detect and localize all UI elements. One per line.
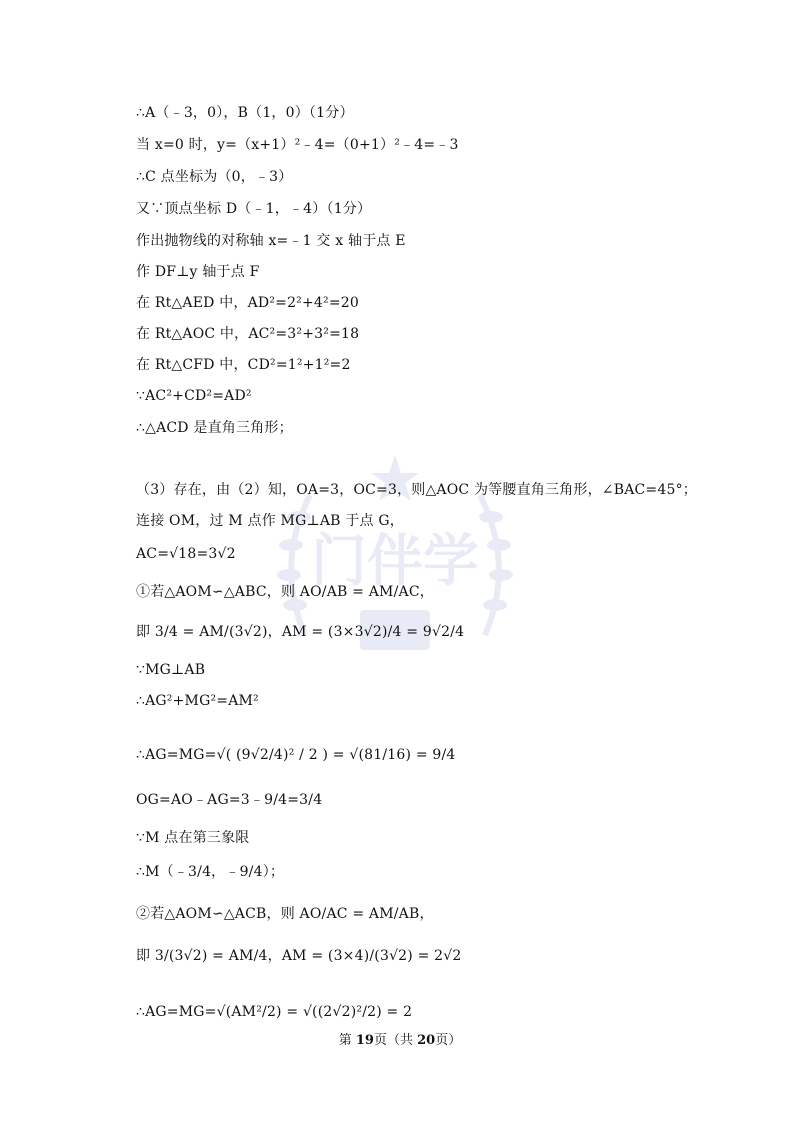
text-line: ∵M 点在第三象限 <box>136 830 250 846</box>
text-line: 作出抛物线的对称轴 x=﹣1 交 x 轴于点 E <box>136 233 406 249</box>
footer-middle: 页（共 <box>373 1033 418 1048</box>
text-line: ∴AG²+MG²=AM² <box>136 693 259 709</box>
text-line: 即 3/4 = AM/(3√2)，AM = (3×3√2)/4 = 9√2/4 <box>136 624 465 640</box>
text-line: ∴C 点坐标为（0，﹣3） <box>136 169 293 185</box>
text-line: 在 Rt△AOC 中，AC²=3²+3²=18 <box>136 326 360 342</box>
text-line: 即 3/(3√2) = AM/4，AM = (3×4)/(3√2) = 2√2 <box>136 948 462 964</box>
text-line: ∵MG⊥AB <box>136 662 206 678</box>
page-total: 20 <box>417 1033 436 1048</box>
laurel-right-icon <box>480 495 499 635</box>
svg-text:门伴学: 门伴学 <box>311 529 479 594</box>
page-footer <box>0 1032 800 1050</box>
text-line: 当 x=0 时，y=（x+1）²﹣4=（0+1）²﹣4=﹣3 <box>136 137 459 153</box>
footer-prefix: 第 <box>338 1033 356 1048</box>
text-line: 又∵顶点坐标 D（﹣1，﹣4）（1分） <box>136 201 372 217</box>
page-number: 19 <box>355 1033 374 1048</box>
text-line: ∴△ACD 是直角三角形； <box>136 420 293 436</box>
text-line: ∴M（﹣3/4，﹣9/4）； <box>136 864 285 880</box>
text-line: AC=√18=3√2 <box>136 546 236 562</box>
text-line: ∴AG=MG=√( (9√2/4)² / 2 ) = √(81/16) = 9/4 <box>136 747 456 763</box>
text-line: 作 DF⊥y 轴于点 F <box>136 264 260 280</box>
text-line: OG=AO﹣AG=3﹣9/4=3/4 <box>136 792 323 808</box>
text-line: ∵AC²+CD²=AD² <box>136 388 252 404</box>
text-line: 在 Rt△CFD 中，CD²=1²+1²=2 <box>136 357 351 373</box>
footer-suffix: 页） <box>435 1033 462 1048</box>
text-line: 连接 OM，过 M 点作 MG⊥AB 于点 G， <box>136 513 404 529</box>
text-line: ①若△AOM∽△ABC，则 AO/AB = AM/AC， <box>136 584 434 600</box>
text-line: ∴AG=MG=√(AM²/2) = √((2√2)²/2) = 2 <box>136 1004 413 1020</box>
text-line: ②若△AOM∽△ACB，则 AO/AC = AM/AB， <box>136 906 434 922</box>
text-line: 在 Rt△AED 中，AD²=2²+4²=20 <box>136 295 359 311</box>
text-line: （3）存在，由（2）知，OA=3，OC=3，则△AOC 为等腰直角三角形，∠BAC=45°； <box>136 482 697 498</box>
text-line: ∴A（﹣3，0），B（1，0）（1分） <box>136 105 354 121</box>
